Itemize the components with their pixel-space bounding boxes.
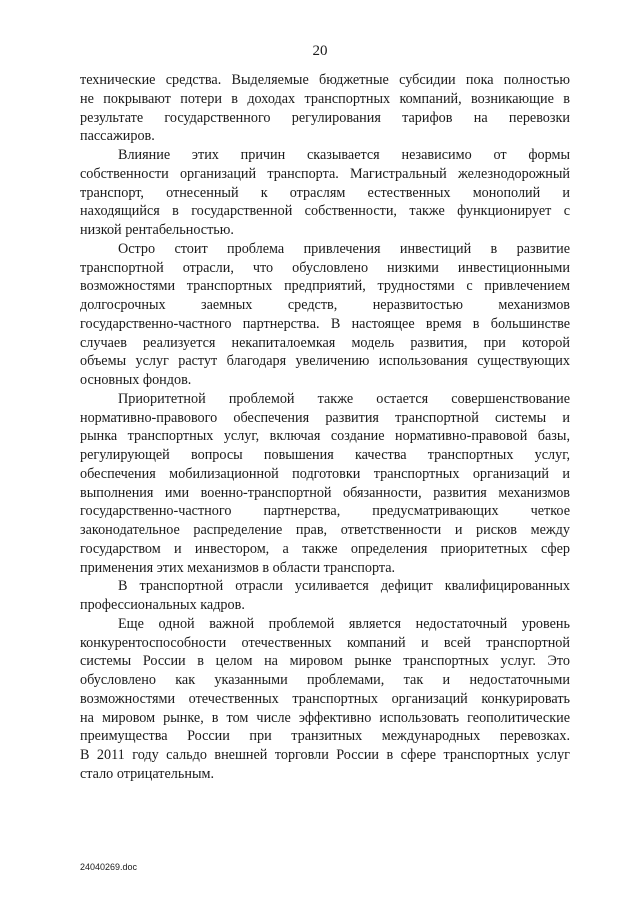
text-line: технические средства. Выделяемые бюджетные субсидии пока полностью xyxy=(80,72,570,88)
text-line: транспорт, отнесенный к отраслям естественных монополий и xyxy=(80,184,570,201)
text-line: конкурентоспособности отечественных компаний и всей транспортной xyxy=(80,634,570,651)
page-number: 20 xyxy=(312,43,328,59)
text-line: выполнения ими военно-транспортной обязанности, развития механизмов xyxy=(80,484,570,501)
text-line: применения этих механизмов в области транспорта. xyxy=(80,559,396,576)
text-line: преимущества России при транзитных международных перевозках. xyxy=(80,728,570,745)
text-line: находящийся в государственной собственности, также функционирует с xyxy=(80,203,570,220)
text-line: Приоритетной проблемой также остается совершенствование xyxy=(118,390,570,407)
text-line: не покрывают потери в доходах транспортных компаний, возникающие в xyxy=(80,90,570,107)
text-line: результате государственного регулирования тарифов на перевозки xyxy=(80,109,570,126)
paragraph xyxy=(80,240,570,390)
text-line: обеспечения мобилизационной подготовки транспортных организаций и xyxy=(80,465,570,482)
text-line: возможностями отечественных транспортных организаций конкурировать xyxy=(80,690,570,707)
footer-filename: 24040269.doc xyxy=(80,862,138,872)
text-line: государственно-частного партнерства, предусматривающих четкое xyxy=(80,503,570,520)
text-line: собственности организаций транспорта. Магистральный железнодорожный xyxy=(80,165,570,182)
text-line: регулирующей вопросы повышения качества транспортных услуг, xyxy=(80,447,570,463)
paragraph xyxy=(80,577,570,615)
paragraph xyxy=(80,390,570,578)
text-line: основных фондов. xyxy=(80,372,192,388)
text-line: стало отрицательным. xyxy=(80,765,214,782)
text-line: случаев реализуется некапиталоемкая модель развития, при которой xyxy=(80,334,570,351)
text-line: системы России в целом на мировом рынке транспортных услуг. Это xyxy=(80,653,570,670)
text-line: на мировом рынке, в том числе эффективно использовать геополитические xyxy=(80,709,570,726)
text-line: Остро стоит проблема привлечения инвестиций в развитие xyxy=(118,240,570,257)
text-line: транспортной отрасли, что обусловлено низкими инвестиционными xyxy=(80,259,570,276)
text-line: Еще одной важной проблемой является недостаточный уровень xyxy=(118,615,570,632)
text-line: законодательное распределение прав, ответственности и рисков между xyxy=(80,522,570,538)
text-line: профессиональных кадров. xyxy=(80,597,245,613)
text-line: государством и инвестором, а также определения приоритетных сфер xyxy=(80,540,570,557)
text-line: низкой рентабельностью. xyxy=(80,222,234,238)
text-line: обусловлено как указанными проблемами, так и недостаточными xyxy=(80,672,570,688)
text-line: нормативно-правового обеспечения развития транспортной системы и xyxy=(80,409,570,426)
text-line: объемы услуг растут благодаря увеличению использования существующих xyxy=(80,353,570,370)
text-line: рынка транспортных услуг, включая создание нормативно-правовой базы, xyxy=(80,428,570,445)
text-line: В 2011 году сальдо внешней торговли России в сфере транспортных услуг xyxy=(80,747,570,763)
text-line: государственно-частного партнерства. В настоящее время в большинстве xyxy=(80,315,570,332)
text-line: В транспортной отрасли усиливается дефицит квалифицированных xyxy=(118,578,570,595)
body-text xyxy=(80,71,570,784)
paragraph xyxy=(80,146,570,240)
paragraph xyxy=(80,615,570,784)
text-line: пассажиров. xyxy=(80,128,155,145)
text-line: Влияние этих причин сказывается независимо от формы xyxy=(118,147,570,163)
paragraph xyxy=(80,71,570,146)
text-line: долгосрочных заемных средств, неразвитостью механизмов xyxy=(80,297,570,313)
text-line: возможностями транспортных предприятий, трудностями с привлечением xyxy=(80,278,570,295)
